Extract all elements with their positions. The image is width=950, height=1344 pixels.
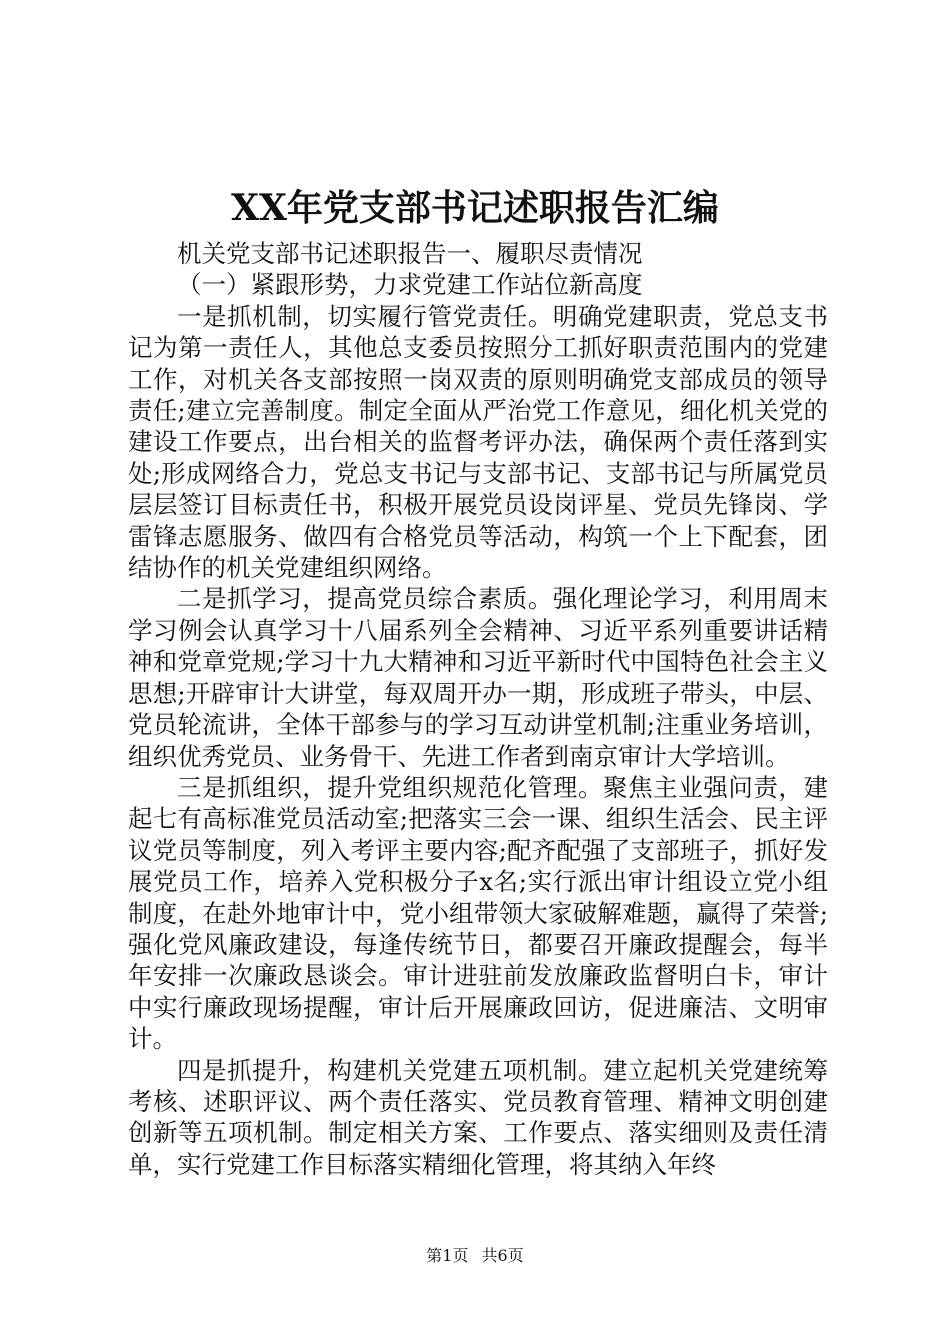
paragraph-intro: 机关党支部书记述职报告一、履职尽责情况: [177, 239, 643, 268]
paragraph-improvement: 四是抓提升，构建机关党建五项机制。建立起机关党建统筹考核、述职评议、两个责任落实、党员教育管理、精神文明创建创新等五项机制。制定相关方案、工作要点、落实细则及责任清单，实行党建工作目标落实精细化管理，将其纳入年终: [128, 1055, 828, 1179]
document-title: XX年党支部书记述职报告汇编: [231, 187, 719, 229]
page-total: 共6页: [481, 1246, 524, 1265]
paragraph-study: 二是抓学习，提高党员综合素质。强化理论学习，利用周末学习例会认真学习十八届系列全会精神、习近平系列重要讲话精神和党章党规;学习十九大精神和习近平新时代中国特色社会主义思想;开辟审计大讲堂，每双周开办一期，形成班子带头，中层、党员轮流讲，全体干部参与的学习互动讲堂机制;注重业务培训，组织优秀党员、业务骨干、先进工作者到南京审计大学培训。: [128, 584, 828, 771]
page-footer: [0, 1245, 950, 1267]
paragraph-section-heading: （一）紧跟形势，力求党建工作站位新高度: [177, 270, 643, 300]
paragraph-mechanism: 一是抓机制，切实履行管党责任。明确党建职责，党总支书记为第一责任人，其他总支委员按照分工抓好职责范围内的党建工作，对机关各支部按照一岗双责的原则明确党支部成员的领导责任;建立完善制度。制定全面从严治党工作意见，细化机关党的建设工作要点，出台相关的监督考评办法，确保两个责任落到实处;形成网络合力，党总支书记与支部书记、支部书记与所属党员层层签订目标责任书，积极开展党员设岗评星、党员先锋岗、学雷锋志愿服务、做四有合格党员等活动，构筑一个上下配套，团结协作的机关党建组织网络。: [128, 301, 828, 583]
document-body: [128, 238, 828, 1180]
paragraph-organization: 三是抓组织，提升党组织规范化管理。聚焦主业强问责，建起七有高标准党员活动室;把落实三会一课、组织生活会、民主评议党员等制度，列入考评主要内容;配齐配强了支部班子，抓好发展党员工作，培养入党积极分子x名;实行派出审计组设立党小组制度，在赴外地审计中，党小组带领大家破解难题，赢得了荣誉;强化党风廉政建设，每逢传统节日，都要召开廉政提醒会，每半年安排一次廉政恳谈会。审计进驻前发放廉政监督明白卡，审计中实行廉政现场提醒，审计后开展廉政回访，促进廉洁、文明审计。: [128, 772, 828, 1054]
page-number: 第1页: [426, 1246, 469, 1265]
